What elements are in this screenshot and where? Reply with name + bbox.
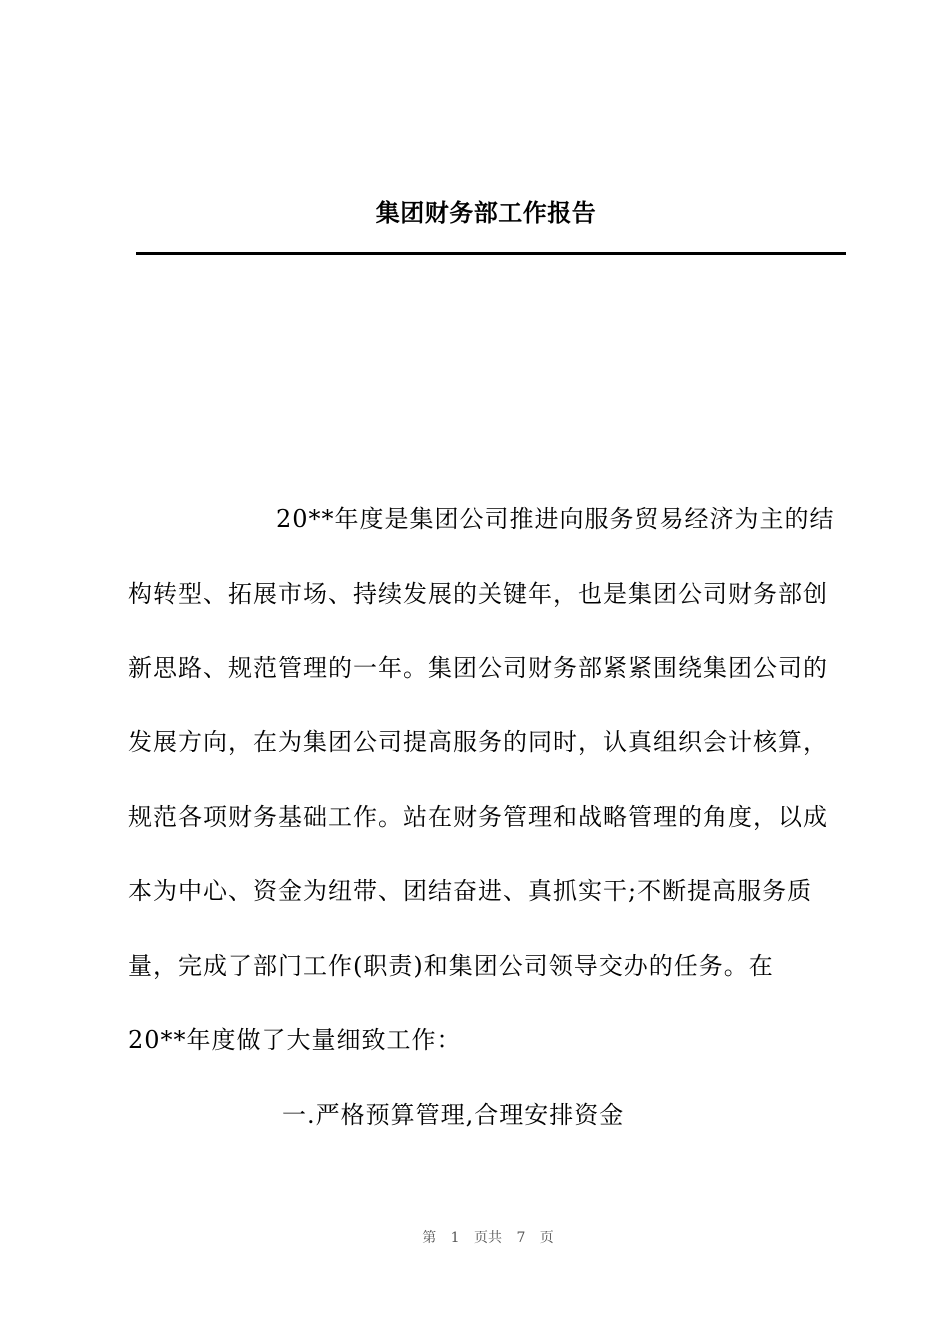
paragraph-line: 发展方向，在为集团公司提高服务的同时，认真组织会计核算， — [128, 728, 828, 756]
title-underline — [136, 252, 846, 255]
section-heading: 一.严格预算管理,合理安排资金 — [282, 1101, 625, 1129]
paragraph-line: 规范各项财务基础工作。站在财务管理和战略管理的角度，以成 — [128, 803, 828, 831]
document-title: 集团财务部工作报告 — [375, 199, 597, 227]
paragraph-line: 新思路、规范管理的一年。集团公司财务部紧紧围绕集团公司的 — [128, 654, 828, 682]
paragraph-line: 构转型、拓展市场、持续发展的关键年，也是集团公司财务部创 — [128, 580, 828, 608]
page-number-footer: 第 1 页共 7 页 — [422, 1230, 554, 1246]
paragraph-line: 量，完成了部门工作(职责)和集团公司领导交办的任务。在 — [128, 952, 774, 980]
paragraph-line: 本为中心、资金为纽带、团结奋进、真抓实干;不断提高服务质 — [128, 877, 813, 905]
paragraph-line: 20**年度是集团公司推进向服务贸易经济为主的结 — [276, 505, 835, 533]
paragraph-line: 20**年度做了大量细致工作： — [128, 1026, 462, 1054]
